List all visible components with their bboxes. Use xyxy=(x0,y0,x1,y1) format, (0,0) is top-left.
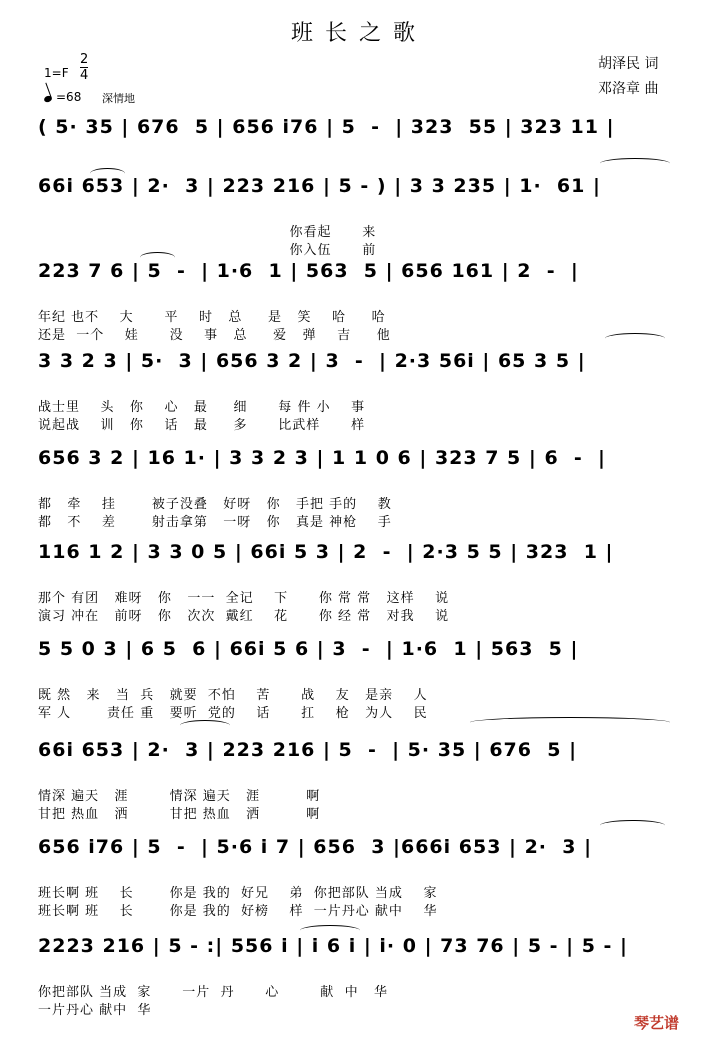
music-system xyxy=(0,260,718,360)
notation-line: ( 5· 35 | 676 5 | 656 i76 | 5 - | 323 55 | 323 11 | xyxy=(38,116,615,138)
lyrics-verse-1: 既 然 来 当 兵 就要 不怕 苦 战 友 是亲 人 xyxy=(38,688,428,703)
lyrics-verse-1: 那个 有团 难呀 你 一一 全记 下 你 常 常 这样 说 xyxy=(38,591,450,606)
music-system xyxy=(0,447,718,547)
expression-marking: 深情地 xyxy=(102,92,135,105)
tempo-value: =68 xyxy=(56,90,82,104)
lyrics-verse-2: 演习 冲在 前呀 你 次次 戴红 花 你 经 常 对我 说 xyxy=(38,609,450,624)
slur-arc xyxy=(600,820,665,831)
notation-line: 656 3 2 | 16 1· | 3 3 2 3 | 1 1 0 6 | 323 7 5 | 6 - | xyxy=(38,447,606,469)
lyrics-verse-2: 都 不 差 射击拿第 一呀 你 真是 神枪 手 xyxy=(38,515,392,530)
composer: 邓洛章 曲 xyxy=(598,81,659,97)
lyrics-verse-2: 还是 一个 娃 没 事 总 爱 弹 吉 他 xyxy=(38,328,391,343)
notation-line: 5 5 0 3 | 6 5 6 | 66i 5 6 | 3 - | 1·6 1 | 563 5 | xyxy=(38,638,579,660)
notation-line: 116 1 2 | 3 3 0 5 | 66i 5 3 | 2 - | 2·3 5 5 | 323 1 | xyxy=(38,541,614,563)
lyrics-verse-2: 军 人 责任 重 要听 党的 话 扛 枪 为人 民 xyxy=(38,706,428,721)
lyrics-verse-1: 你把部队 当成 家 一片 丹 心 献 中 华 xyxy=(38,985,388,1000)
lyrics-verse-2: 说起战 训 你 话 最 多 比武样 样 xyxy=(38,418,366,433)
lyricist: 胡泽民 词 xyxy=(598,56,659,72)
quarter-note-icon xyxy=(43,95,53,103)
slur-arc xyxy=(300,925,360,936)
notation-line: 66i 653 | 2· 3 | 223 216 | 5 - ) | 3 3 235 | 1· 61 | xyxy=(38,175,601,197)
lyrics-verse-2: 甘把 热血 洒 甘把 热血 洒 啊 xyxy=(38,807,321,822)
music-system xyxy=(0,350,718,450)
notation-line: 223 7 6 | 5 - | 1·6 1 | 563 5 | 656 161 | 2 - | xyxy=(38,260,579,282)
notation-line: 3 3 2 3 | 5· 3 | 656 3 2 | 3 - | 2·3 56i | 65 3 5 | xyxy=(38,350,586,372)
slur-arc xyxy=(470,717,670,728)
lyrics-verse-2: 一片丹心 献中 华 xyxy=(38,1003,152,1018)
slur-arc xyxy=(180,720,230,731)
time-denominator: 4 xyxy=(80,68,89,83)
lyrics-verse-1: 班长啊 班 长 你是 我的 好兄 弟 你把部队 当成 家 xyxy=(38,886,438,901)
music-system xyxy=(0,541,718,641)
slur-arc xyxy=(90,168,125,179)
music-system xyxy=(0,935,718,1035)
lyrics-verse-1: 你看起 来 xyxy=(38,225,377,240)
lyrics-verse-1: 年纪 也不 大 平 时 总 是 笑 哈 哈 xyxy=(38,310,386,325)
credits xyxy=(598,52,658,102)
lyrics-verse-2: 班长啊 班 长 你是 我的 好榜 样 一片丹心 献中 华 xyxy=(38,904,438,919)
lyrics-verse-1: 战士里 头 你 心 最 细 每 件 小 事 xyxy=(38,400,366,415)
tempo-marking xyxy=(44,90,81,104)
slur-arc xyxy=(605,333,665,344)
slur-arc xyxy=(140,252,175,263)
music-system xyxy=(0,836,718,936)
lyrics-verse-2: 你入伍 前 xyxy=(38,243,377,258)
time-signature xyxy=(80,52,88,83)
site-logo: 琴艺谱 xyxy=(634,1014,680,1032)
notation-line: 656 i76 | 5 - | 5·6 i 7 | 656 3 |666i 653 | 2· 3 | xyxy=(38,836,593,858)
lyrics-verse-1: 情深 遍天 涯 情深 遍天 涯 啊 xyxy=(38,789,321,804)
time-numerator: 2 xyxy=(80,52,89,67)
slur-arc xyxy=(600,158,670,169)
notation-line: 66i 653 | 2· 3 | 223 216 | 5 - | 5· 35 | 676 5 | xyxy=(38,739,578,761)
notation-line: 2223 216 | 5 - :| 556 i | i 6 i | i· 0 | 73 76 | 5 - | 5 - | xyxy=(38,935,628,957)
page-title: 班长之歌 xyxy=(290,21,427,46)
lyrics-verse-1: 都 牵 挂 被子没叠 好呀 你 手把 手的 教 xyxy=(38,497,392,512)
key-signature: 1=F xyxy=(44,66,69,80)
